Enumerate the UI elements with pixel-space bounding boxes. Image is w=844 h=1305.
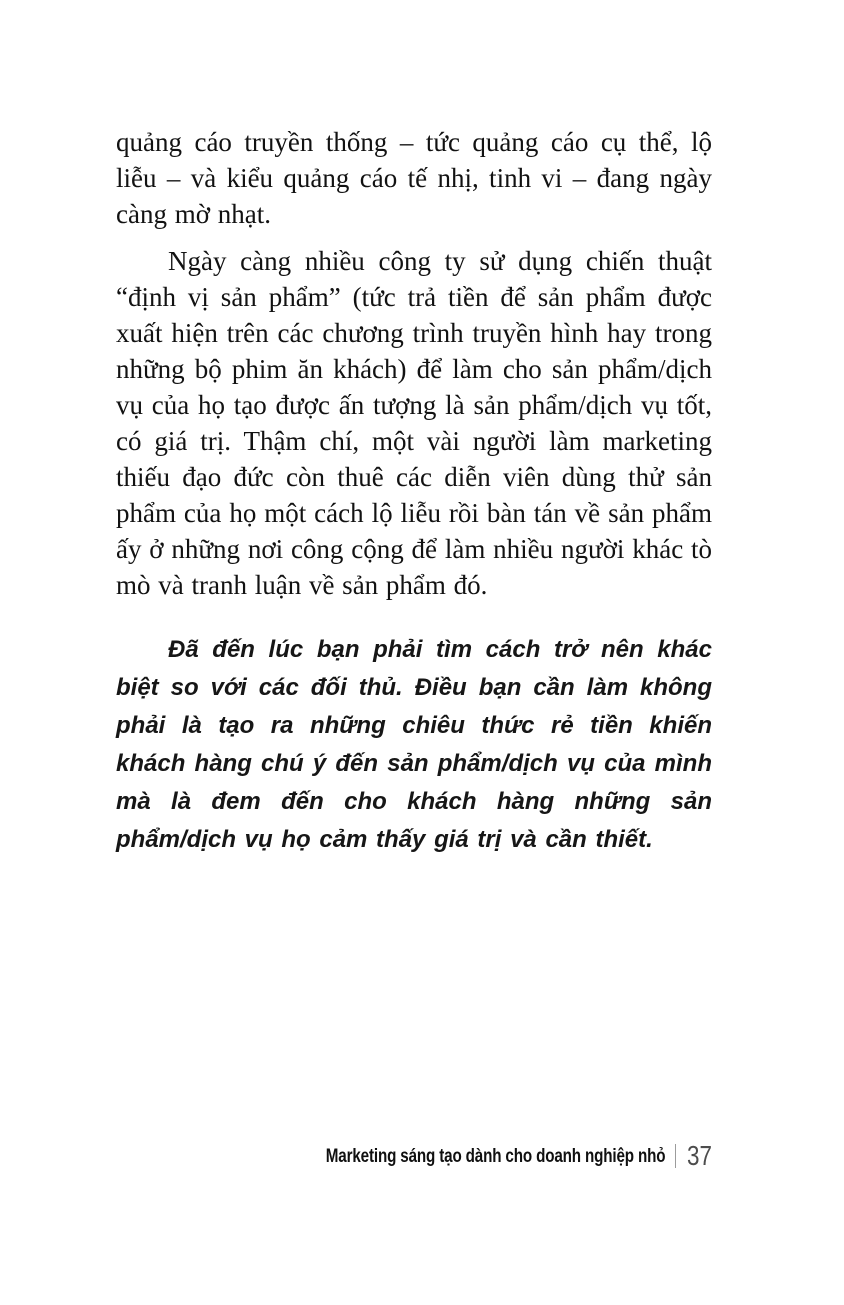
page-footer <box>230 1142 718 1170</box>
paragraph-continuation: quảng cáo truyền thống – tức quảng cáo cụ thể, lộ liễu – và kiểu quảng cáo tế nhị, tinh vi – đang ngày càng mờ nhạt. <box>116 127 712 229</box>
footer-divider <box>675 1144 676 1168</box>
body-text-block <box>116 124 712 859</box>
footer-page-number: 37 <box>686 1140 712 1171</box>
paragraph-emphasis: Đã đến lúc bạn phải tìm cách trở nên khác biệt so với các đối thủ. Điều bạn cần làm không phải là tạo ra những chiêu thức rẻ tiền khiến khách hàng chú ý đến sản phẩm/dịch vụ của mình mà là đem đến cho khách hàng những sản phẩm/dịch vụ họ cảm thấy giá trị và cần thiết. <box>116 636 712 853</box>
paragraph-body: Ngày càng nhiều công ty sử dụng chiến thuật “định vị sản phẩm” (tức trả tiền để sản phẩm được xuất hiện trên các chương trình truyền hình hay trong những bộ phim ăn khách) để làm cho sản phẩm/dịch vụ của họ tạo được ấn tượng là sản phẩm/dịch vụ tốt, có giá trị. Thậm chí, một vài người làm marketing thiếu đạo đức còn thuê các diễn viên dùng thử sản phẩm của họ một cách lộ liễu rồi bàn tán về sản phẩm ấy ở những nơi công cộng để làm nhiều người khác tò mò và tranh luận về sản phẩm đó. <box>116 246 712 600</box>
footer-book-title: Marketing sáng tạo dành cho doanh nghiệp nhỏ <box>326 1144 666 1167</box>
